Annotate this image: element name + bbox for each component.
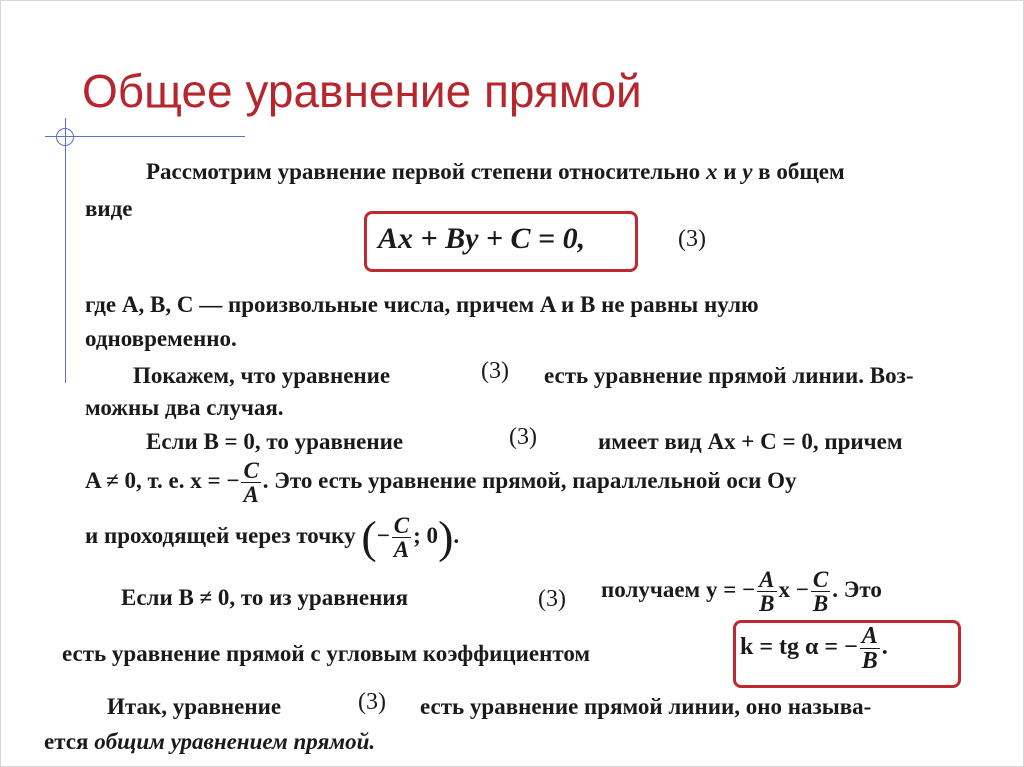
var-y: y — [742, 159, 753, 184]
point-tail: ; 0 — [413, 522, 439, 548]
p5-line1 — [601, 568, 882, 615]
point-denominator: A — [393, 537, 410, 562]
p4-ref: (3) — [509, 424, 537, 450]
paren-close: ) — [438, 511, 454, 563]
p4-line1b: имеет вид Ax + C = 0, причем — [598, 429, 903, 454]
p3-line1b: есть уравнение прямой линии. Воз- — [544, 363, 914, 388]
p6-defined-term: общим уравнением прямой. — [94, 729, 376, 754]
point-fraction — [392, 514, 411, 561]
paren-open: ( — [361, 511, 377, 563]
p1-line1 — [146, 160, 845, 183]
slope-text: k = tg α = − — [740, 634, 858, 661]
p3-line1a: Покажем, что уравнение — [133, 363, 391, 388]
frac1-numerator: A — [759, 567, 775, 592]
slope-denominator: B — [861, 648, 878, 674]
p3-ref: (3) — [481, 358, 509, 384]
p6-line1b: есть уравнение прямой линии, оно называ- — [420, 694, 872, 719]
p5-line1c: . Это — [832, 576, 882, 602]
p5-line1b: получаем y = − — [601, 576, 756, 602]
p6-line2 — [44, 730, 375, 753]
p6-line2a: ется — [44, 729, 89, 754]
slope-formula: k = tg α = − $\frac{A}{B}$ . — [740, 623, 888, 674]
p1-line2: виде — [85, 196, 133, 221]
fraction-numerator: C — [243, 458, 259, 483]
fraction-c-over-b — [811, 568, 830, 615]
fraction-denominator: A — [243, 482, 259, 507]
point-numerator: C — [393, 513, 410, 538]
fraction-c-over-a — [241, 459, 260, 506]
p4-line3-text: и проходящей через точку — [85, 522, 356, 548]
fraction-a-over-b — [757, 568, 776, 615]
guide-circle-icon — [56, 128, 74, 146]
p4-line3: и проходящей через точку (− $\frac{C}{A}$ ; 0). — [85, 511, 460, 563]
p6-line1a: Итак, уравнение — [107, 694, 282, 719]
p4-line1a: Если B = 0, то уравнение — [146, 429, 404, 454]
p4-line2a: A ≠ 0, т. е. x = − — [85, 467, 240, 493]
guide-horizontal-line — [45, 136, 245, 137]
p2-line2: одновременно. — [85, 326, 237, 351]
p4-line2 — [85, 459, 796, 506]
var-x: x — [705, 159, 718, 184]
p1-and: и — [723, 159, 737, 184]
p1-text: Рассмотрим уравнение первой степени относительно — [146, 159, 701, 184]
general-equation: Ax + By + C = 0, — [378, 222, 586, 255]
p3-line2: можны два случая. — [85, 395, 284, 420]
p5-line2: есть уравнение прямой с угловым коэффициентом — [62, 641, 591, 666]
equation-number: (3) — [678, 226, 706, 252]
slope-fraction — [860, 624, 880, 673]
frac2-numerator: C — [812, 567, 829, 592]
p4-line2b: . Это есть уравнение прямой, параллельной оси Oy — [262, 467, 797, 493]
p2-line1: где A, B, C — произвольные числа, причем A и B не равны нулю — [85, 292, 759, 317]
guide-vertical-line — [65, 118, 66, 383]
p5-line1a: Если B ≠ 0, то из уравнения — [121, 585, 409, 610]
slide-title: Общее уравнение прямой — [82, 65, 642, 117]
p6-ref: (3) — [358, 689, 386, 715]
p5-mid: x − — [778, 576, 809, 602]
frac1-denominator: B — [759, 591, 775, 616]
p1-tail: в общем — [758, 159, 845, 184]
slope-numerator: A — [861, 623, 878, 649]
frac2-denominator: B — [812, 591, 829, 616]
p5-ref: (3) — [538, 586, 566, 612]
